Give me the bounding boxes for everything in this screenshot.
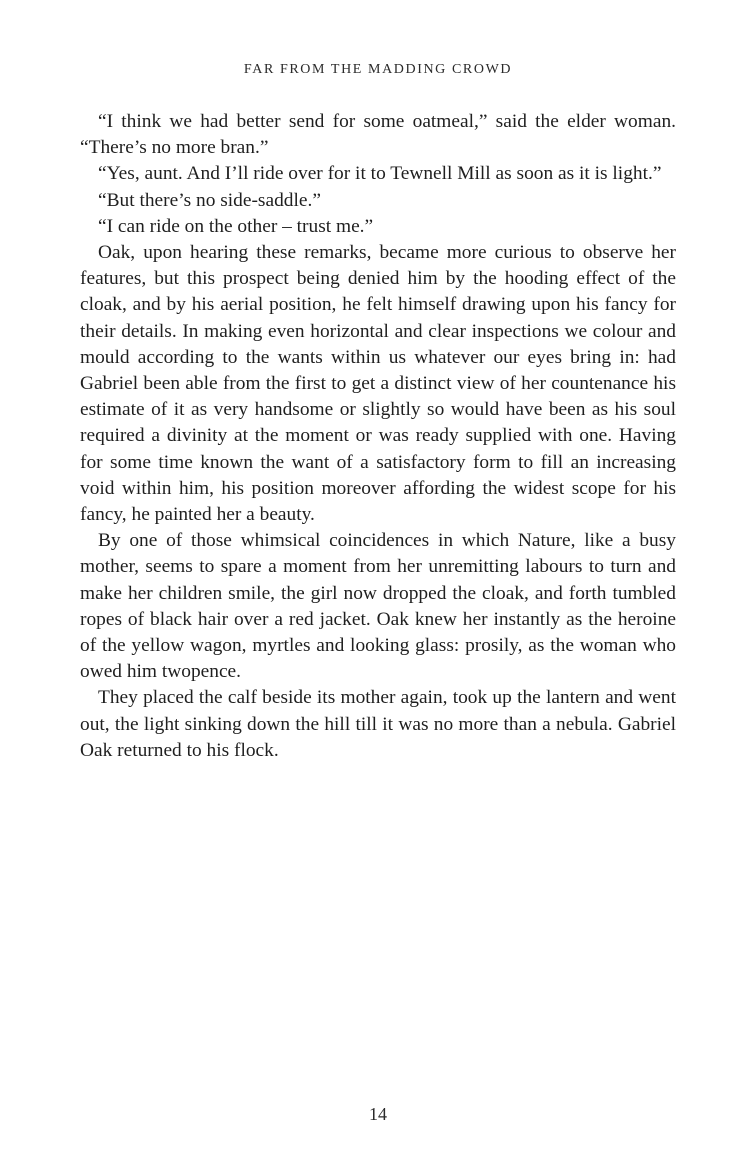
paragraph: They placed the calf beside its mother again, took up the lantern and went out, the light sinking down the hill till it was no more than a nebula. Gabriel Oak returned to his flock.: [80, 687, 676, 761]
body-text: [80, 109, 676, 764]
page-number: 14: [369, 1104, 387, 1124]
paragraph: “I can ride on the other – trust me.”: [98, 215, 374, 237]
paragraph: “Yes, aunt. And I’ll ride over for it to Tewnell Mill as soon as it is light.”: [98, 163, 662, 185]
paragraph: Oak, upon hearing these remarks, became more curious to observe her features, but this prospect being denied him by the hooding effect of the cloak, and by his aerial position, he felt himself drawing upon his fancy for their details. In making even horizontal and clear inspections we colour and mould according to the wants within us whatever our eyes bring in: had Gabriel been able from the first to get a distinct view of her countenance his estimate of it as very handsome or slightly so would have been as his soul required a divinity at the moment or was ready supplied with one. Having for some time known the want of a satisfactory form to fill an increasing void within him, his position moreover affording the widest scope for his fancy, he painted her a beauty.: [80, 242, 676, 526]
running-head: FAR FROM THE MADDING CROWD: [243, 62, 513, 77]
paragraph: By one of those whimsical coincidences in which Nature, like a busy mother, seems to spare a moment from her unremitting labours to turn and make her children smile, the girl now dropped the cloak, and forth tumbled ropes of black hair over a red jacket. Oak knew her instantly as the heroine of the yellow wagon, myrtles and looking glass: prosily, as the woman who owed him twopence.: [80, 530, 676, 683]
paragraph: “But there’s no side-saddle.”: [98, 189, 321, 211]
paragraph: “I think we had better send for some oatmeal,” said the elder woman. “There’s no more bran.”: [80, 111, 676, 159]
